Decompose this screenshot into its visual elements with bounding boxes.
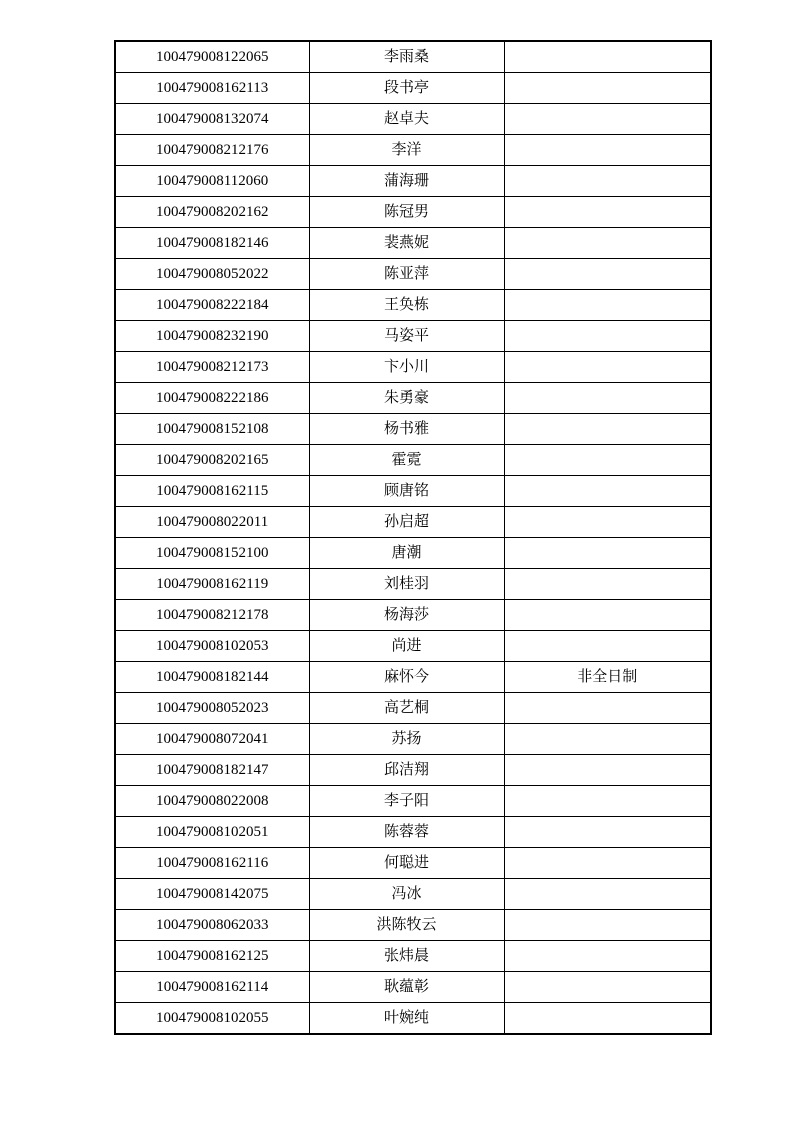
student-name-cell: 顾唐铭 [309,476,504,507]
table-row [115,228,711,259]
student-name-cell: 麻怀今 [309,662,504,693]
table-row [115,259,711,290]
student-name-cell: 李洋 [309,135,504,166]
note-cell [504,569,711,600]
student-name-cell: 朱勇豪 [309,383,504,414]
table-row [115,941,711,972]
roster-body [115,41,711,1034]
student-id-cell: 100479008152100 [115,538,309,569]
note-cell [504,724,711,755]
student-id-cell: 100479008202162 [115,197,309,228]
student-name-cell: 苏扬 [309,724,504,755]
student-name-cell: 高艺桐 [309,693,504,724]
student-name-cell: 刘桂羽 [309,569,504,600]
student-id-cell: 100479008052023 [115,693,309,724]
student-name-cell: 杨海莎 [309,600,504,631]
student-name-cell: 张炜晨 [309,941,504,972]
student-name-cell: 邱洁翔 [309,755,504,786]
student-name-cell: 霍霓 [309,445,504,476]
student-name-cell: 陈亚萍 [309,259,504,290]
note-cell [504,352,711,383]
note-cell [504,228,711,259]
student-id-cell: 100479008162114 [115,972,309,1003]
note-cell [504,476,711,507]
student-id-cell: 100479008162119 [115,569,309,600]
student-id-cell: 100479008102055 [115,1003,309,1035]
student-name-cell: 叶婉纯 [309,1003,504,1035]
note-cell [504,941,711,972]
student-name-cell: 耿蕴彰 [309,972,504,1003]
student-name-cell: 尚进 [309,631,504,662]
student-id-cell: 100479008102051 [115,817,309,848]
table-row [115,910,711,941]
student-name-cell: 何聪进 [309,848,504,879]
student-id-cell: 100479008022008 [115,786,309,817]
note-cell: 非全日制 [504,662,711,693]
student-name-cell: 洪陈牧云 [309,910,504,941]
table-row [115,383,711,414]
table-row [115,755,711,786]
student-id-cell: 100479008162116 [115,848,309,879]
note-cell [504,197,711,228]
student-id-cell: 100479008182144 [115,662,309,693]
note-cell [504,445,711,476]
student-id-cell: 100479008202165 [115,445,309,476]
note-cell [504,507,711,538]
student-id-cell: 100479008222184 [115,290,309,321]
student-id-cell: 100479008122065 [115,41,309,73]
student-name-cell: 裴燕妮 [309,228,504,259]
student-id-cell: 100479008182147 [115,755,309,786]
table-row [115,724,711,755]
note-cell [504,321,711,352]
table-row [115,104,711,135]
student-id-cell: 100479008152108 [115,414,309,445]
student-name-cell: 卞小川 [309,352,504,383]
note-cell [504,104,711,135]
student-id-cell: 100479008022011 [115,507,309,538]
note-cell [504,1003,711,1035]
note-cell [504,972,711,1003]
note-cell [504,41,711,73]
table-row [115,135,711,166]
note-cell [504,166,711,197]
student-name-cell: 唐潮 [309,538,504,569]
table-row [115,817,711,848]
student-id-cell: 100479008052022 [115,259,309,290]
table-row [115,507,711,538]
student-name-cell: 蒲海珊 [309,166,504,197]
student-name-cell: 王奂栋 [309,290,504,321]
table-row [115,166,711,197]
table-row [115,600,711,631]
note-cell [504,383,711,414]
student-id-cell: 100479008112060 [115,166,309,197]
student-id-cell: 100479008162125 [115,941,309,972]
table-row [115,352,711,383]
student-id-cell: 100479008132074 [115,104,309,135]
table-row [115,662,711,693]
student-id-cell: 100479008212173 [115,352,309,383]
note-cell [504,755,711,786]
table-row [115,445,711,476]
student-name-cell: 李子阳 [309,786,504,817]
table-row [115,879,711,910]
table-row [115,1003,711,1035]
note-cell [504,538,711,569]
table-row [115,786,711,817]
student-id-cell: 100479008142075 [115,879,309,910]
student-id-cell: 100479008162115 [115,476,309,507]
student-id-cell: 100479008072041 [115,724,309,755]
note-cell [504,879,711,910]
table-row [115,631,711,662]
student-name-cell: 陈蓉蓉 [309,817,504,848]
note-cell [504,135,711,166]
student-name-cell: 李雨桑 [309,41,504,73]
student-roster-table [114,40,712,1035]
table-row [115,414,711,445]
note-cell [504,848,711,879]
table-row [115,569,711,600]
student-id-cell: 100479008062033 [115,910,309,941]
table-row [115,290,711,321]
note-cell [504,817,711,848]
note-cell [504,73,711,104]
table-row [115,41,711,73]
note-cell [504,631,711,662]
table-row [115,693,711,724]
table-row [115,476,711,507]
student-id-cell: 100479008222186 [115,383,309,414]
note-cell [504,414,711,445]
student-name-cell: 冯冰 [309,879,504,910]
student-id-cell: 100479008102053 [115,631,309,662]
table-row [115,197,711,228]
student-name-cell: 马姿平 [309,321,504,352]
note-cell [504,259,711,290]
student-name-cell: 赵卓夫 [309,104,504,135]
table-row [115,321,711,352]
student-id-cell: 100479008232190 [115,321,309,352]
student-name-cell: 陈冠男 [309,197,504,228]
note-cell [504,693,711,724]
note-cell [504,600,711,631]
student-id-cell: 100479008182146 [115,228,309,259]
table-row [115,972,711,1003]
note-cell [504,910,711,941]
student-id-cell: 100479008212178 [115,600,309,631]
table-row [115,848,711,879]
student-name-cell: 杨书雅 [309,414,504,445]
student-name-cell: 孙启超 [309,507,504,538]
student-id-cell: 100479008212176 [115,135,309,166]
table-row [115,73,711,104]
table-row [115,538,711,569]
note-cell [504,786,711,817]
student-name-cell: 段书亭 [309,73,504,104]
note-cell [504,290,711,321]
student-id-cell: 100479008162113 [115,73,309,104]
